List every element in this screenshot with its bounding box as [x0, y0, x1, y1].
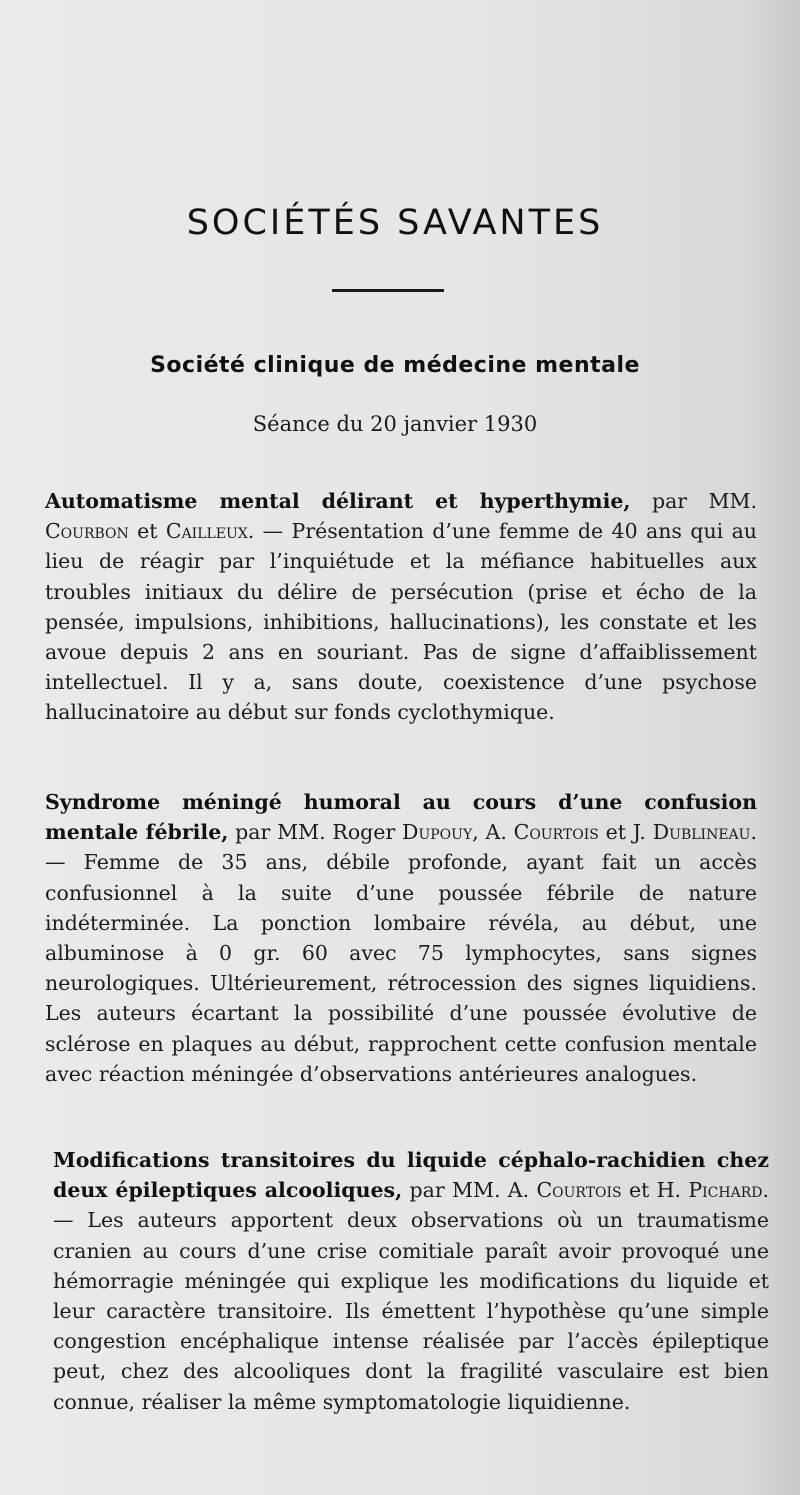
seance-date: Séance du 20 janvier 1930 — [252, 412, 538, 436]
society-title: Société clinique de médecine mentale — [150, 353, 640, 378]
article-1-author-1: Courbon — [45, 519, 129, 544]
article-3-author-2: Pichard — [688, 1178, 763, 1203]
article-1-between: et — [128, 519, 166, 544]
article-3-by: par MM. A. — [402, 1178, 537, 1203]
article-2-between-2: et J. — [598, 820, 653, 845]
article-2 — [45, 787, 757, 1089]
article-2-between: , A. — [472, 820, 514, 845]
article-2-title: Syndrome méningé humoral au cours d’une confusion mentale fébrile, — [45, 790, 757, 845]
article-2-author-3: Dublineau — [652, 820, 751, 845]
article-2-author-2: Courtois — [513, 820, 599, 845]
article-3-between: et H. — [621, 1178, 689, 1203]
article-2-body: . — Femme de 35 ans, débile profonde, ayant fait un accès confusionnel à la suite d’une poussée fébrile de nature indéterminée. La ponction lombaire révéla, au début, une albuminose à 0 gr. 60 avec 75 lymphocytes, sans signes neurologiques. Ultérieurement, rétrocession des signes liquidiens. Les auteurs écartant la possibilité d’une poussée évolutive de sclérose en plaques au début, rapprochent cette confusion mentale avec réaction méningée d’observations antérieures analogues. — [45, 820, 757, 1086]
article-1-by: par MM. — [630, 489, 757, 513]
section-title: SOCIÉTÉS SAVANTES — [186, 203, 604, 243]
title-rule — [332, 289, 444, 292]
article-2-author-1: Dupouy — [402, 820, 473, 845]
article-3-author-1: Courtois — [536, 1178, 622, 1203]
article-3-body: . — Les auteurs apportent deux observations où un traumatisme cranien au cours d’une crise comitiale paraît avoir provoqué une hémorragie méningée qui explique les modifications du liquide et leur caractère transitoire. Ils émettent l’hypothèse qu’une simple congestion encéphalique intense réalisée par l’accès épileptique peut, chez des alcooliques dont la fragilité vasculaire est bien connue, réaliser la même symptomatologie liquidienne. — [53, 1178, 769, 1414]
article-3-title: Modifications transitoires du liquide céphalo-rachidien chez deux épileptiques alcooliques, — [53, 1148, 769, 1203]
article-1 — [45, 486, 757, 728]
article-1-body: . — Présentation d’une femme de 40 ans qui au lieu de réagir par l’inquiétude et la méfiance habituelles aux troubles initiaux du délire de persécution (prise et écho de la pensée, impulsions, inhibitions, hallucinations), les constate et les avoue depuis 2 ans en souriant. Pas de signe d’affaiblissement intellectuel. Il y a, sans doute, coexistence d’une psychose hallucinatoire au début sur fonds cyclothymique. — [45, 519, 757, 725]
article-1-author-2: Cailleux — [165, 519, 248, 544]
article-3 — [53, 1145, 769, 1417]
article-1-title: Automatisme mental délirant et hyperthymie, — [45, 489, 631, 513]
article-2-by: par MM. Roger — [228, 820, 403, 845]
